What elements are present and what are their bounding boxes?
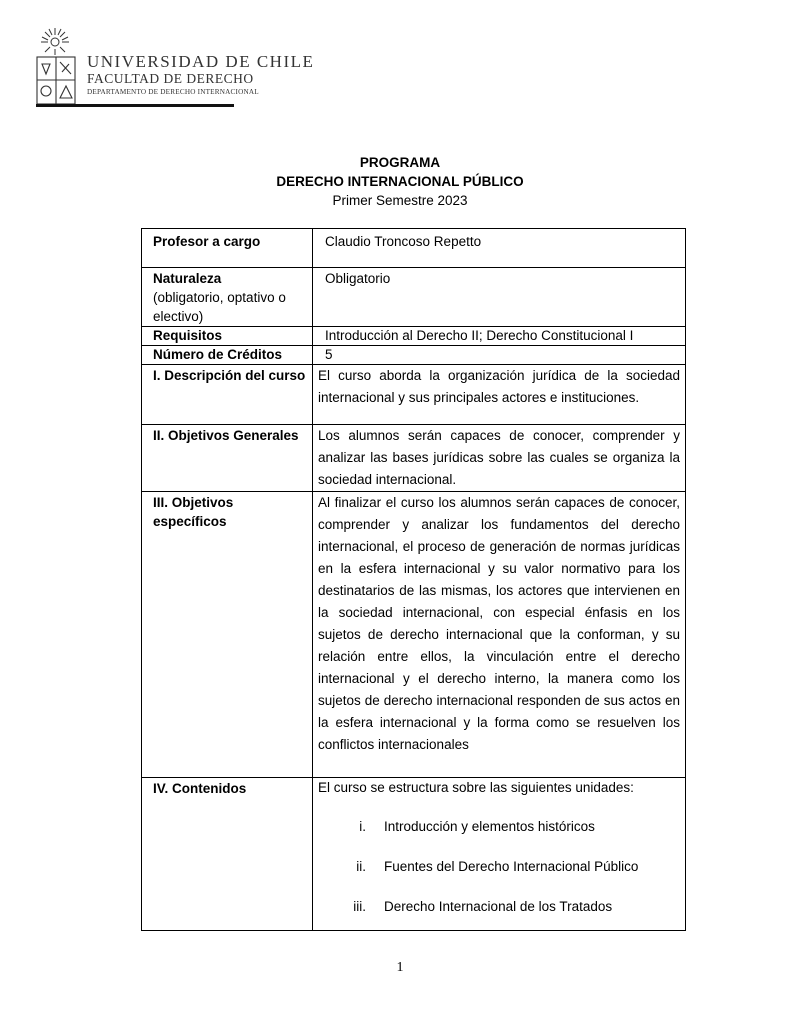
row-label xyxy=(142,268,313,327)
row-label: Número de Créditos xyxy=(142,346,313,365)
units-list xyxy=(318,817,680,916)
table-row xyxy=(142,492,686,778)
list-item xyxy=(318,857,680,876)
row-label: Requisitos xyxy=(142,327,313,346)
row-label: Profesor a cargo xyxy=(142,229,313,268)
title-programa: PROGRAMA xyxy=(359,155,441,170)
university-seal-sun-icon xyxy=(36,26,74,56)
unit-number: i. xyxy=(359,819,366,834)
contenidos-intro: El curso se estructura sobre las siguientes unidades: xyxy=(318,780,634,795)
program-table xyxy=(141,228,686,931)
row-label: II. Objetivos Generales xyxy=(142,425,313,492)
naturaleza-sublabel: (obligatorio, optativo o electivo) xyxy=(153,290,286,324)
unit-text: Fuentes del Derecho Internacional Público xyxy=(384,859,639,874)
unit-number: iii. xyxy=(353,899,366,914)
row-value: Obligatorio xyxy=(313,268,686,327)
table-row xyxy=(142,268,686,327)
row-value: El curso aborda la organización jurídica de la sociedad internacional y sus principales actores e instituciones. xyxy=(313,365,686,425)
title-semester: Primer Semestre 2023 xyxy=(332,193,468,208)
table-row xyxy=(142,346,686,365)
row-value: 5 xyxy=(313,346,686,365)
list-item xyxy=(318,897,680,916)
row-value xyxy=(313,778,686,931)
row-value: Al finalizar el curso los alumnos serán capaces de conocer, comprender y analizar los fundamentos del derecho internacional, el proceso de generación de normas jurídicas en la esfera internacional y su valor normativo para los destinatarios de las mismas, los actores que intervienen en la sociedad internacional, con especial énfasis en los sujetos de derecho internacional que la conforman, y su relación entre ellos, la vinculación entre el derecho internacional y el derecho interno, la manera como los sujetos de derecho internacional responden de sus actos en la esfera internacional y la forma como se resuelven los conflictos internacionales xyxy=(313,492,686,778)
table-row xyxy=(142,327,686,346)
table-row xyxy=(142,425,686,492)
row-label: IV. Contenidos xyxy=(142,778,313,931)
document-title xyxy=(0,153,800,210)
university-seal-shield-icon xyxy=(36,56,76,106)
logo-divider xyxy=(36,104,234,107)
table-row xyxy=(142,229,686,268)
unit-text: Derecho Internacional de los Tratados xyxy=(384,899,613,914)
row-value: Introducción al Derecho II; Derecho Constitucional I xyxy=(313,327,686,346)
university-name: UNIVERSIDAD DE CHILE xyxy=(87,52,315,71)
naturaleza-label: Naturaleza xyxy=(153,271,222,286)
page-number: 1 xyxy=(396,960,404,975)
row-label: I. Descripción del curso xyxy=(142,365,313,425)
table-row xyxy=(142,778,686,931)
department-name: DEPARTAMENTO DE DERECHO INTERNACIONAL xyxy=(87,88,259,96)
row-value: Claudio Troncoso Repetto xyxy=(313,229,686,268)
row-label: III. Objetivos específicos xyxy=(142,492,313,778)
table-row xyxy=(142,365,686,425)
row-value: Los alumnos serán capaces de conocer, comprender y analizar las bases jurídicas sobre las cuales se organiza la sociedad internacional. xyxy=(313,425,686,492)
list-item xyxy=(318,817,680,836)
title-course: DERECHO INTERNACIONAL PÚBLICO xyxy=(276,174,524,189)
unit-number: ii. xyxy=(356,859,366,874)
unit-text: Introducción y elementos históricos xyxy=(384,819,595,834)
faculty-name: FACULTAD DE DERECHO xyxy=(87,71,254,86)
